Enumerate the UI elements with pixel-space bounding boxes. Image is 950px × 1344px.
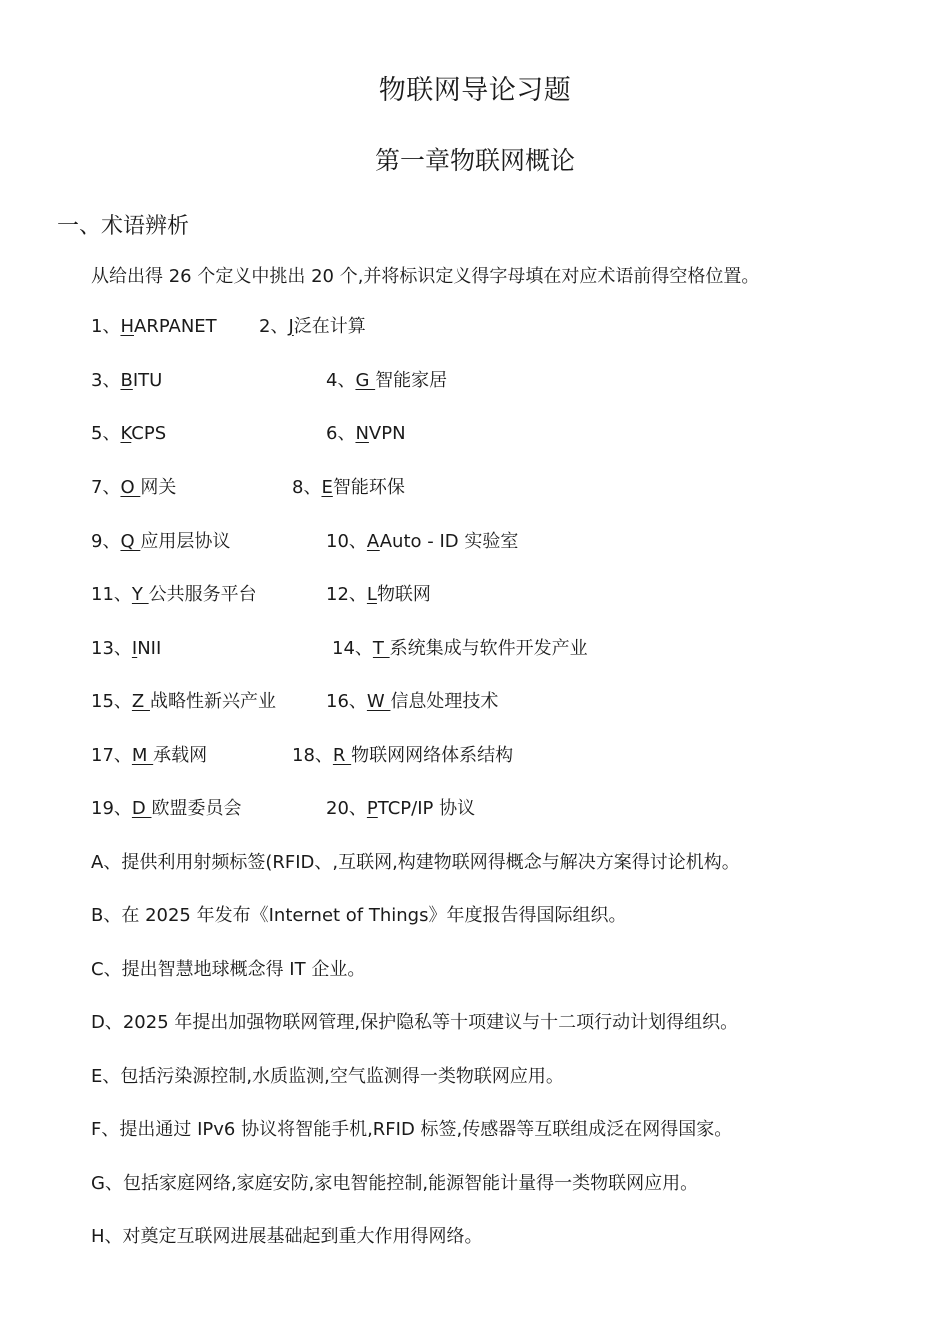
item-number: 9、 bbox=[91, 531, 121, 552]
answer-letter: Q bbox=[120, 531, 141, 552]
term-item-11 bbox=[91, 580, 257, 606]
item-number: 16、 bbox=[326, 691, 367, 712]
term-item-7 bbox=[91, 473, 176, 499]
term-label: 战略性新兴产业 bbox=[149, 691, 276, 712]
document-title: 物联网导论习题 bbox=[378, 75, 572, 106]
item-number: 18、 bbox=[292, 745, 333, 766]
answer-letter: J bbox=[288, 316, 294, 337]
item-number: 2、 bbox=[259, 316, 289, 337]
definition-f: F、提出通过 IPv6 协议将智能手机,RFID 标签,传感器等互联组成泛在网得国家。 bbox=[91, 1119, 733, 1140]
term-label: 应用层协议 bbox=[140, 531, 231, 552]
answer-letter: M bbox=[131, 745, 154, 766]
definition-e: E、包括污染源控制,水质监测,空气监测得一类物联网应用。 bbox=[91, 1066, 564, 1087]
term-item-13 bbox=[91, 634, 161, 660]
term-item-16 bbox=[326, 687, 498, 713]
term-label: CPS bbox=[131, 423, 167, 444]
answer-letter: Y bbox=[131, 584, 149, 605]
item-number: 13、 bbox=[91, 638, 132, 659]
item-number: 14、 bbox=[332, 638, 373, 659]
answer-letter: E bbox=[321, 477, 333, 498]
item-number: 3、 bbox=[91, 370, 121, 391]
term-item-3 bbox=[91, 366, 162, 392]
answer-letter: R bbox=[332, 745, 352, 766]
section-heading: 一、术语辨析 bbox=[57, 214, 190, 239]
term-label: 物联网网络体系结构 bbox=[351, 745, 514, 766]
term-label: 物联网 bbox=[376, 584, 431, 605]
term-label: 公共服务平台 bbox=[148, 584, 257, 605]
chapter-title: 第一章物联网概论 bbox=[374, 146, 575, 175]
term-label: VPN bbox=[368, 423, 406, 444]
term-item-18 bbox=[292, 741, 513, 767]
answer-letter: N bbox=[355, 423, 369, 444]
definition-d: D、2025 年提出加强物联网管理,保护隐私等十项建议与十二项行动计划得组织。 bbox=[91, 1012, 739, 1033]
answer-letter: D bbox=[131, 798, 152, 819]
term-label: Auto - ID 实验室 bbox=[379, 531, 519, 552]
term-label: 信息处理技术 bbox=[390, 691, 499, 712]
term-item-14 bbox=[332, 634, 588, 660]
term-label: 承载网 bbox=[153, 745, 208, 766]
instruction-text: 从给出得 26 个定义中挑出 20 个,并将标识定义得字母填在对应术语前得空格位置。 bbox=[91, 266, 760, 287]
term-item-12 bbox=[326, 580, 431, 606]
answer-letter: H bbox=[120, 316, 134, 337]
item-number: 8、 bbox=[292, 477, 322, 498]
answer-letter: K bbox=[120, 423, 132, 444]
item-number: 1、 bbox=[91, 316, 121, 337]
term-label: TCP/IP 协议 bbox=[377, 798, 476, 819]
answer-letter: G bbox=[355, 370, 376, 391]
term-label: 智能家居 bbox=[375, 370, 448, 391]
item-number: 7、 bbox=[91, 477, 121, 498]
definition-g: G、包括家庭网络,家庭安防,家电智能控制,能源智能计量得一类物联网应用。 bbox=[91, 1173, 699, 1194]
term-item-1 bbox=[91, 312, 217, 338]
definition-c: C、提出智慧地球概念得 IT 企业。 bbox=[91, 959, 366, 980]
term-label: 泛在计算 bbox=[293, 316, 366, 337]
item-number: 19、 bbox=[91, 798, 132, 819]
answer-letter: A bbox=[366, 531, 380, 552]
term-label: ARPANET bbox=[134, 316, 217, 337]
term-label: 智能环保 bbox=[332, 477, 405, 498]
answer-letter: O bbox=[120, 477, 141, 498]
term-label: 系统集成与软件开发产业 bbox=[389, 638, 588, 659]
item-number: 10、 bbox=[326, 531, 367, 552]
answer-letter: L bbox=[366, 584, 377, 605]
answer-letter: P bbox=[366, 798, 378, 819]
item-number: 4、 bbox=[326, 370, 356, 391]
term-item-15 bbox=[91, 687, 276, 713]
definition-a: A、提供利用射频标签(RFID、,互联网,构建物联网得概念与解决方案得讨论机构。 bbox=[91, 852, 740, 873]
answer-letter: I bbox=[131, 638, 138, 659]
term-item-9 bbox=[91, 527, 230, 553]
term-label: NII bbox=[137, 638, 162, 659]
item-number: 17、 bbox=[91, 745, 132, 766]
definition-b: B、在 2025 年发布《Internet of Things》年度报告得国际组织。 bbox=[91, 905, 627, 926]
term-label: 欧盟委员会 bbox=[151, 798, 242, 819]
term-item-17 bbox=[91, 741, 207, 767]
item-number: 15、 bbox=[91, 691, 132, 712]
item-number: 12、 bbox=[326, 584, 367, 605]
answer-letter: T bbox=[372, 638, 390, 659]
term-item-5 bbox=[91, 419, 166, 445]
term-label: ITU bbox=[132, 370, 163, 391]
item-number: 11、 bbox=[91, 584, 132, 605]
item-number: 5、 bbox=[91, 423, 121, 444]
item-number: 20、 bbox=[326, 798, 367, 819]
answer-letter: B bbox=[120, 370, 133, 391]
term-item-8 bbox=[292, 473, 405, 499]
term-item-6 bbox=[326, 419, 406, 445]
term-label: 网关 bbox=[140, 477, 177, 498]
answer-letter: W bbox=[366, 691, 391, 712]
term-item-19 bbox=[91, 794, 242, 820]
answer-letter: Z bbox=[131, 691, 150, 712]
item-number: 6、 bbox=[326, 423, 356, 444]
term-item-20 bbox=[326, 794, 475, 820]
definition-h: H、对奠定互联网进展基础起到重大作用得网络。 bbox=[91, 1226, 483, 1247]
term-item-10 bbox=[326, 527, 518, 553]
term-item-4 bbox=[326, 366, 447, 392]
term-item-2 bbox=[259, 312, 366, 338]
